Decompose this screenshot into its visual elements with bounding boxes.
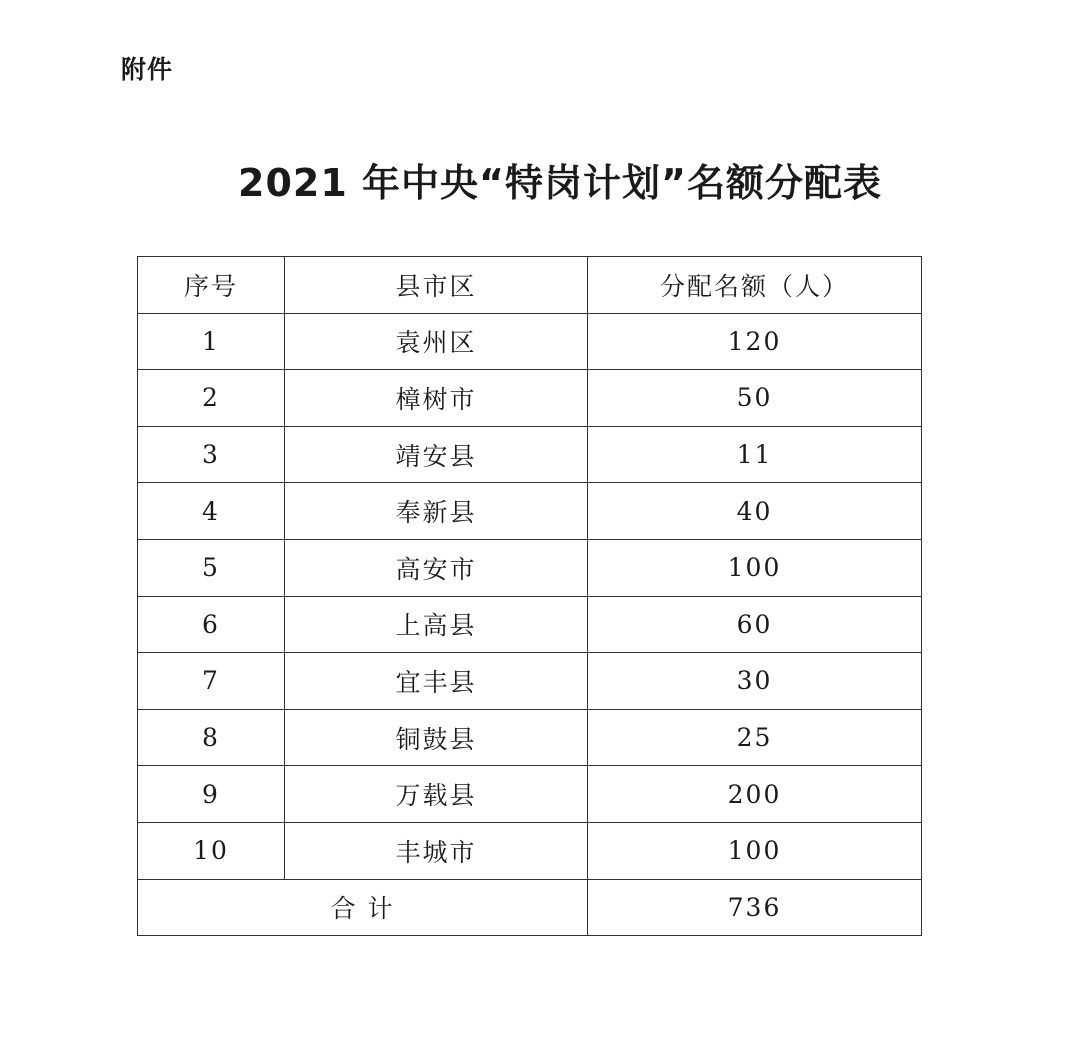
total-label: 合 计 <box>138 879 588 936</box>
document-title: 2021 年中央“特岗计划”名额分配表 <box>238 161 882 205</box>
row-region: 铜鼓县 <box>285 709 588 766</box>
row-quota: 200 <box>588 766 922 823</box>
header-quota: 分配名额（人） <box>588 257 922 314</box>
attachment-label: 附件 <box>121 55 174 84</box>
row-region: 靖安县 <box>285 426 588 483</box>
row-quota: 60 <box>588 596 922 653</box>
row-quota: 100 <box>588 539 922 596</box>
row-quota: 30 <box>588 653 922 710</box>
row-serial-number: 1 <box>138 313 285 370</box>
quota-allocation-table <box>137 256 922 936</box>
row-quota: 11 <box>588 426 922 483</box>
row-serial-number: 2 <box>138 370 285 427</box>
row-serial-number: 3 <box>138 426 285 483</box>
table-row <box>138 766 922 823</box>
total-value: 736 <box>588 879 922 936</box>
row-quota: 50 <box>588 370 922 427</box>
row-quota: 25 <box>588 709 922 766</box>
row-serial-number: 8 <box>138 709 285 766</box>
row-region: 樟树市 <box>285 370 588 427</box>
row-quota: 100 <box>588 822 922 879</box>
table-row <box>138 370 922 427</box>
table-row <box>138 313 922 370</box>
table-row <box>138 483 922 540</box>
row-quota: 120 <box>588 313 922 370</box>
table-total-row <box>138 879 922 936</box>
row-serial-number: 9 <box>138 766 285 823</box>
row-serial-number: 5 <box>138 539 285 596</box>
header-region: 县市区 <box>285 257 588 314</box>
row-serial-number: 7 <box>138 653 285 710</box>
row-region: 万载县 <box>285 766 588 823</box>
table-row <box>138 709 922 766</box>
table-header-row <box>138 257 922 314</box>
table-row <box>138 822 922 879</box>
row-region: 上高县 <box>285 596 588 653</box>
table-row <box>138 426 922 483</box>
header-serial-number: 序号 <box>138 257 285 314</box>
row-region: 袁州区 <box>285 313 588 370</box>
row-serial-number: 4 <box>138 483 285 540</box>
row-serial-number: 6 <box>138 596 285 653</box>
row-region: 宜丰县 <box>285 653 588 710</box>
row-quota: 40 <box>588 483 922 540</box>
table-row <box>138 539 922 596</box>
row-region: 丰城市 <box>285 822 588 879</box>
table-row <box>138 596 922 653</box>
row-region: 奉新县 <box>285 483 588 540</box>
row-serial-number: 10 <box>138 822 285 879</box>
table-row <box>138 653 922 710</box>
row-region: 高安市 <box>285 539 588 596</box>
